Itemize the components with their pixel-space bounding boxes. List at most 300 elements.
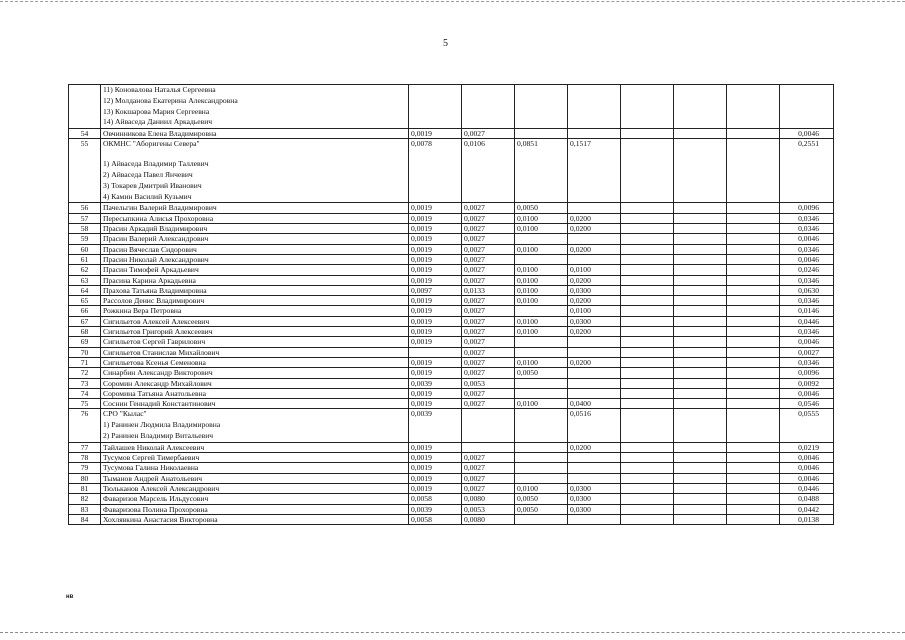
cell-empty [674,514,727,524]
cell-name: Сигильетов Алексей Алексеевич [101,316,409,326]
cell-total: 0,0146 [780,306,834,316]
cell-value [515,442,568,452]
member-line: 3) Токарев Дмитрий Иванович [103,180,202,190]
cell-empty [780,85,834,129]
cell-total: 0,0046 [780,234,834,244]
cell-total: 0,0046 [780,254,834,264]
cell-total: 0,0046 [780,473,834,483]
cell-value: 0,0019 [409,388,462,398]
cell-name: Рожкина Вера Петровна [101,306,409,316]
member-line: 4) Камин Василий Кузьмич [103,191,192,201]
bottom-scan-edge [0,632,905,633]
cell-empty [621,357,674,367]
cell-empty [621,442,674,452]
org-name: ОКМНС "Аборигены Севера" [103,139,200,149]
cell-empty [621,244,674,254]
cell-num: 79 [69,463,101,473]
table-row [69,285,834,295]
cell-value [515,514,568,524]
cell-value [568,368,621,378]
cell-value: 0,0019 [409,213,462,223]
cell-empty [621,368,674,378]
table-row [69,357,834,367]
cell-name: Тусумова Галина Николаевна [101,463,409,473]
cell-empty [727,139,780,203]
cell-total: 0,0346 [780,296,834,306]
cell-empty [621,203,674,213]
cell-empty [674,357,727,367]
cell-num: 69 [69,337,101,347]
cell-name: Тайлашев Николай Алексеевич [101,442,409,452]
cell-empty [621,306,674,316]
table-row [69,388,834,398]
cell-value [515,254,568,264]
cell-name: Фаваризова Полина Прохоровна [101,504,409,514]
cell-num: 84 [69,514,101,524]
cell-total: 0,0446 [780,316,834,326]
cell-empty [674,483,727,493]
cell-empty [674,244,727,254]
cell-empty [727,327,780,337]
cell-empty [674,139,727,203]
cell-empty [621,494,674,504]
cell-value [568,234,621,244]
cell-value: 0,0200 [568,213,621,223]
cell-value: 0,0078 [409,139,462,203]
cell-empty [621,213,674,223]
cell-value: 0,0400 [568,399,621,409]
cell-total: 0,0346 [780,224,834,234]
cell-empty [621,85,674,129]
cell-empty [621,296,674,306]
cell-value: 0,0100 [568,306,621,316]
table-row [69,483,834,493]
cell-total: 0,0138 [780,514,834,524]
cell-value: 0,0027 [462,203,515,213]
cell-value: 0,0516 [568,409,621,442]
cell-value: 0,0027 [462,337,515,347]
cell-empty [674,347,727,357]
cell-empty [674,327,727,337]
cell-empty [727,399,780,409]
member-line: 13) Кокшарова Мария Сергеевна [103,106,210,116]
member-line: 2) Ранинен Владимир Витальевич [103,431,214,440]
cell-num: 56 [69,203,101,213]
cell-empty [727,357,780,367]
cell-name: Пачельгин Валерий Владимирович [101,203,409,213]
cell-value [568,203,621,213]
cell-value [462,442,515,452]
cell-empty [621,337,674,347]
cell-num: 66 [69,306,101,316]
cell-value: 0,0019 [409,442,462,452]
cell-name: Рассолов Денис Владимирович [101,296,409,306]
cell-num: 63 [69,275,101,285]
cell-empty [727,85,780,129]
table-row [69,203,834,213]
cell-num: 62 [69,265,101,275]
cell-value: 0,0300 [568,285,621,295]
cell-num: 64 [69,285,101,295]
cell-value: 0,0100 [515,224,568,234]
cell-value: 0,0027 [462,316,515,326]
cell-empty [621,139,674,203]
cell-empty [674,399,727,409]
cell-value: 0,0027 [462,463,515,473]
cell-empty [621,285,674,295]
cell-value: 0,0050 [515,368,568,378]
cell-total: 0,0096 [780,368,834,378]
cell-empty [674,442,727,452]
cell-value: 0,1517 [568,139,621,203]
member-line: 12) Молданова Екатерина Александровна [103,95,238,105]
table-row [69,306,834,316]
cell-name: Прасин Аркадий Владимирович [101,224,409,234]
cell-value: 0,0300 [568,316,621,326]
cell-value: 0,0019 [409,244,462,254]
table-row [69,473,834,483]
cell-empty [621,463,674,473]
cell-value: 0,0027 [462,254,515,264]
cell-value [568,473,621,483]
cell-empty [674,306,727,316]
cell-value: 0,0027 [462,296,515,306]
cell-num: 74 [69,388,101,398]
table-row [69,327,834,337]
cell-empty [621,483,674,493]
cell-name: Тусумов Сергей Тимербаевич [101,453,409,463]
cell-empty [727,368,780,378]
page-number: 5 [443,38,448,49]
cell-value: 0,0200 [568,357,621,367]
cell-value: 0,0027 [462,275,515,285]
cell-value: 0,0027 [462,473,515,483]
cell-empty [674,213,727,223]
table-row [69,139,834,203]
table-row [69,244,834,254]
table-row [69,504,834,514]
cell-num: 76 [69,409,101,442]
cell-empty [621,514,674,524]
cell-value [568,453,621,463]
cell-empty [568,85,621,129]
cell-value: 0,0100 [515,483,568,493]
cell-total: 0,0630 [780,285,834,295]
cell-total: 0,0555 [780,409,834,442]
cell-empty [727,203,780,213]
table-row [69,463,834,473]
cell-name: Прасин Николай Александрович [101,254,409,264]
cell-num: 75 [69,399,101,409]
cell-value: 0,0100 [515,296,568,306]
cell-empty [727,234,780,244]
cell-value [515,347,568,357]
cell-num: 78 [69,453,101,463]
cell-num: 72 [69,368,101,378]
cell-value [568,388,621,398]
cell-empty [674,254,727,264]
table-row [69,514,834,524]
cell-value: 0,0300 [568,483,621,493]
cell-value [515,234,568,244]
cell-value: 0,0097 [409,285,462,295]
cell-name: Прахова Татьяна Владимировна [101,285,409,295]
cell-empty [621,254,674,264]
cell-value: 0,0100 [515,265,568,275]
cell-value: 0,0050 [515,504,568,514]
cell-value [515,473,568,483]
cell-value: 0,0027 [462,453,515,463]
cell-num: 82 [69,494,101,504]
cell-empty [621,473,674,483]
table-row [69,347,834,357]
cell-empty [727,504,780,514]
cell-name [101,85,409,129]
cell-empty [727,275,780,285]
cell-value: 0,0100 [515,399,568,409]
cell-num: 65 [69,296,101,306]
quota-table-body [69,85,834,525]
cell-name: Прасина Карина Аркадьевна [101,275,409,285]
cell-num: 81 [69,483,101,493]
cell-total: 0,0346 [780,244,834,254]
cell-value [515,306,568,316]
cell-empty [727,442,780,452]
cell-total: 0,0046 [780,337,834,347]
cell-value [568,337,621,347]
cell-value: 0,0300 [568,494,621,504]
cell-value [515,409,568,442]
cell-value: 0,0027 [462,368,515,378]
cell-empty [674,296,727,306]
cell-value: 0,0019 [409,254,462,264]
cell-empty [727,285,780,295]
cell-total: 0,0092 [780,378,834,388]
member-line: 14) Айваседа Даниил Аркадьевич [103,117,213,127]
member-line: 2) Айваседа Павел Янчевич [103,170,193,180]
table-row [69,129,834,139]
cell-total: 0,0346 [780,275,834,285]
cell-num: 59 [69,234,101,244]
cell-empty [727,129,780,139]
cell-name: Синарбин Александр Викторович [101,368,409,378]
cell-empty [674,285,727,295]
cell-num [69,85,101,129]
cell-empty [621,378,674,388]
cell-value [515,337,568,347]
cell-empty [462,85,515,129]
cell-empty [674,224,727,234]
cell-value: 0,0027 [462,234,515,244]
cell-name: Сигильетова Ксенья Семеновна [101,357,409,367]
cell-value: 0,0019 [409,327,462,337]
cell-empty [727,296,780,306]
cell-value [568,378,621,388]
cell-empty [674,85,727,129]
cell-value: 0,0300 [568,504,621,514]
cell-total: 0,0546 [780,399,834,409]
cell-value: 0,0053 [462,504,515,514]
cell-name: Хохлявкина Анастасия Викторовна [101,514,409,524]
cell-total: 0,0219 [780,442,834,452]
cell-total: 0,0442 [780,504,834,514]
cell-value: 0,0050 [515,203,568,213]
cell-value [515,129,568,139]
cell-value: 0,0058 [409,494,462,504]
cell-value: 0,0019 [409,399,462,409]
cell-num: 57 [69,213,101,223]
spacer [103,150,406,159]
cell-name: Тыманов Андрей Анатольевич [101,473,409,483]
cell-name: Соромина Татьяна Анатольевна [101,388,409,398]
cell-num: 80 [69,473,101,483]
cell-total: 0,0046 [780,388,834,398]
cell-value: 0,0200 [568,244,621,254]
cell-name: Прасин Вячеслав Сидорович [101,244,409,254]
cell-value: 0,0019 [409,483,462,493]
cell-empty [727,254,780,264]
cell-value: 0,0851 [515,139,568,203]
cell-name [101,409,409,442]
cell-empty [621,275,674,285]
cell-total: 0,0046 [780,453,834,463]
cell-value: 0,0027 [462,265,515,275]
cell-value: 0,0019 [409,203,462,213]
cell-value: 0,0027 [462,306,515,316]
cell-value: 0,0027 [462,327,515,337]
footer-mark: нв [66,594,74,600]
cell-empty [727,378,780,388]
cell-empty [674,378,727,388]
cell-name: Сигильетов Станислав Михайлович [101,347,409,357]
cell-total: 0,0096 [780,203,834,213]
table-row [69,442,834,452]
cell-empty [621,234,674,244]
cell-value: 0,0027 [462,399,515,409]
cell-value: 0,0027 [462,129,515,139]
table-row [69,316,834,326]
cell-empty [674,409,727,442]
cell-empty [621,347,674,357]
cell-value: 0,0027 [462,224,515,234]
cell-total: 0,0346 [780,357,834,367]
table-row [69,378,834,388]
cell-empty [621,388,674,398]
cell-value: 0,0019 [409,265,462,275]
cell-total: 0,0046 [780,463,834,473]
cell-value [515,453,568,463]
cell-name: Сигильетов Сергей Гаврилович [101,337,409,347]
cell-empty [727,473,780,483]
cell-num: 71 [69,357,101,367]
cell-value: 0,0019 [409,473,462,483]
cell-value: 0,0027 [462,388,515,398]
cell-value: 0,0100 [568,265,621,275]
cell-value: 0,0039 [409,409,462,442]
cell-value: 0,0080 [462,494,515,504]
table-row [69,399,834,409]
cell-value: 0,0100 [515,327,568,337]
cell-value: 0,0200 [568,275,621,285]
cell-empty [674,494,727,504]
cell-value: 0,0100 [515,285,568,295]
cell-value: 0,0058 [409,514,462,524]
cell-total: 0,0346 [780,213,834,223]
cell-empty [727,514,780,524]
cell-empty [674,265,727,275]
cell-name [101,139,409,203]
cell-value: 0,0027 [462,213,515,223]
cell-empty [674,463,727,473]
cell-empty [621,453,674,463]
cell-empty [727,494,780,504]
member-line: 1) Ранинен Людмила Владимировна [103,420,221,430]
top-scan-edge [0,1,905,2]
cell-num: 55 [69,139,101,203]
cell-value: 0,0100 [515,316,568,326]
cell-empty [727,244,780,254]
cell-value: 0,0019 [409,368,462,378]
cell-name: Фаваризов Марсель Ильдусович [101,494,409,504]
cell-empty [674,275,727,285]
cell-name: Прасин Валерий Александрович [101,234,409,244]
cell-value: 0,0019 [409,463,462,473]
cell-total: 0,2551 [780,139,834,203]
cell-value: 0,0027 [462,347,515,357]
cell-num: 67 [69,316,101,326]
cell-value: 0,0019 [409,306,462,316]
cell-value [568,129,621,139]
cell-value: 0,0019 [409,453,462,463]
cell-value: 0,0133 [462,285,515,295]
cell-empty [621,399,674,409]
cell-empty [621,265,674,275]
member-line: 11) Коновалова Наталья Сергеевна [103,85,216,94]
table-row [69,224,834,234]
cell-num: 58 [69,224,101,234]
cell-value: 0,0100 [515,213,568,223]
cell-value [515,463,568,473]
cell-value: 0,0019 [409,234,462,244]
cell-value [568,254,621,264]
cell-num: 70 [69,347,101,357]
cell-value [462,409,515,442]
cell-empty [727,453,780,463]
cell-empty [515,85,568,129]
table-row [69,275,834,285]
cell-num: 83 [69,504,101,514]
cell-empty [621,409,674,442]
cell-value: 0,0053 [462,378,515,388]
table-row [69,234,834,244]
cell-empty [674,368,727,378]
quota-table [68,84,834,525]
cell-value: 0,0200 [568,327,621,337]
cell-value: 0,0100 [515,244,568,254]
cell-total: 0,0488 [780,494,834,504]
cell-value: 0,0039 [409,504,462,514]
cell-total: 0,0346 [780,327,834,337]
table-row [69,453,834,463]
cell-value: 0,0106 [462,139,515,203]
cell-value: 0,0080 [462,514,515,524]
cell-value: 0,0200 [568,224,621,234]
continuation-row [69,85,834,129]
cell-value: 0,0019 [409,129,462,139]
table-row [69,409,834,442]
cell-num: 77 [69,442,101,452]
cell-name: Соснин Геннадий Константинович [101,399,409,409]
